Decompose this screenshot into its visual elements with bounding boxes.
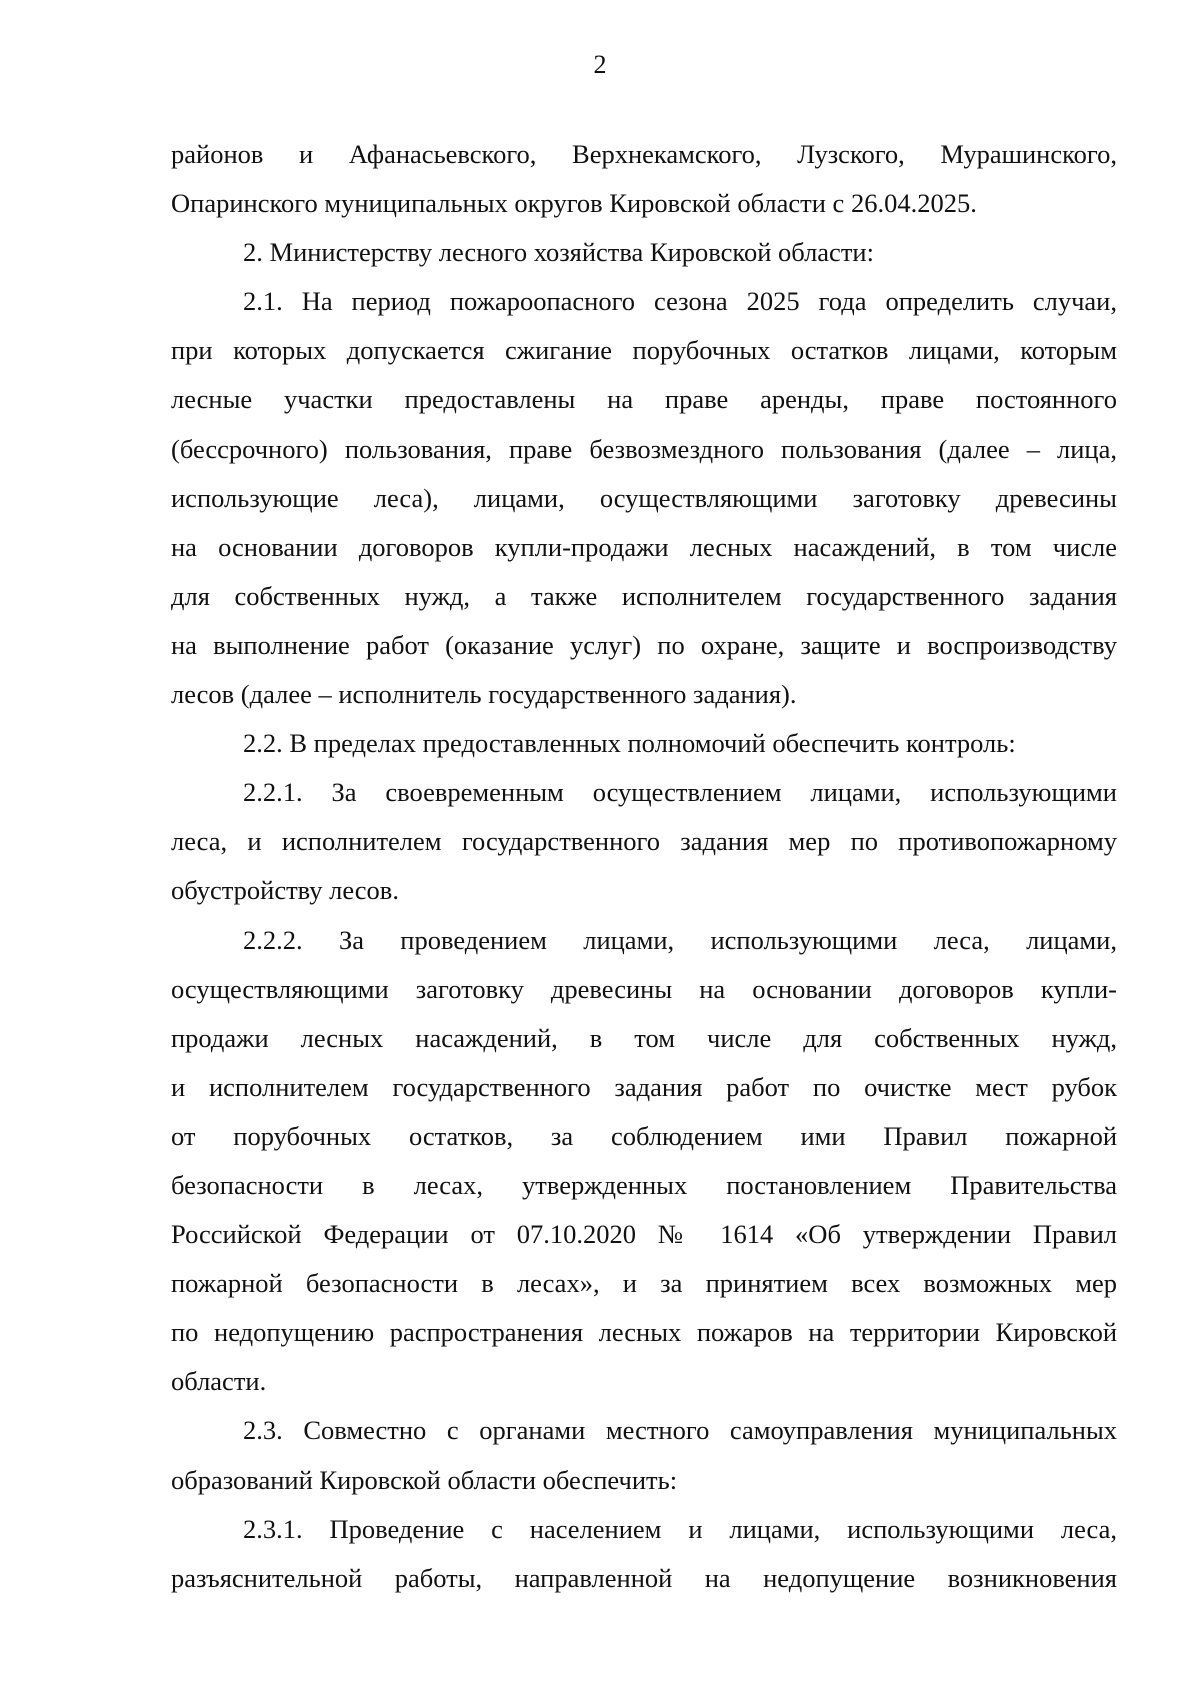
text-line: 2.2.2. За проведением лицами, использующими леса, лицами, [243, 924, 1117, 955]
text-line: 2.2.1. За своевременным осуществлением лицами, использующими [243, 777, 1117, 808]
text-line: лесные участки предоставлены на праве аренды, праве постоянного [171, 384, 1117, 415]
text-line: леса, и исполнителем государственного задания мер по противопожарному [171, 826, 1117, 857]
text-line: на основании договоров купли-продажи лесных насаждений, в том числе [171, 531, 1117, 562]
text-line: 2.3. Совместно с органами местного самоуправления муниципальных [243, 1415, 1117, 1446]
text-line: 2.3.1. Проведение с населением и лицами, использующими леса, [243, 1513, 1117, 1544]
text-line: от порубочных остатков, за соблюдением ими Правил пожарной [171, 1120, 1117, 1151]
text-line: для собственных нужд, а также исполнителем государственного задания [171, 580, 1117, 611]
text-line: разъяснительной работы, направленной на недопущение возникновения [171, 1562, 1117, 1593]
text-line: 2.1. На период пожароопасного сезона 2025 года определить случаи, [243, 286, 1117, 317]
text-line: пожарной безопасности в лесах», и за принятием всех возможных мер [171, 1268, 1117, 1299]
text-line: по недопущению распространения лесных пожаров на территории Кировской [171, 1317, 1117, 1348]
text-line: Российской Федерации от 07.10.2020 № 1614 «Об утверждении Правил [171, 1219, 1117, 1250]
text-line: продажи лесных насаждений, в том числе для собственных нужд, [171, 1022, 1117, 1053]
text-line: 2.2. В пределах предоставленных полномочий обеспечить контроль: [243, 728, 1016, 759]
text-line: использующие леса), лицами, осуществляющими заготовку древесины [171, 482, 1117, 513]
text-line: районов и Афанасьевского, Верхнекамского, Лузского, Мурашинского, [171, 139, 1117, 169]
page-number: 2 [593, 50, 607, 79]
text-line: и исполнителем государственного задания работ по очистке мест рубок [171, 1071, 1117, 1102]
document-body [171, 130, 1117, 1603]
text-line: безопасности в лесах, утвержденных постановлением Правительства [171, 1169, 1117, 1200]
text-line: на выполнение работ (оказание услуг) по охране, защите и воспроизводству [171, 629, 1117, 660]
text-line: осуществляющими заготовку древесины на основании договоров купли- [171, 973, 1117, 1004]
text-line: 2. Министерству лесного хозяйства Кировской области: [243, 237, 874, 268]
text-line: Опаринского муниципальных округов Кировской области с 26.04.2025. [171, 188, 977, 219]
text-line: образований Кировской области обеспечить: [171, 1464, 678, 1495]
text-line: обустройству лесов. [171, 875, 399, 906]
text-line: (бессрочного) пользования, праве безвозмездного пользования (далее – лица, [171, 433, 1117, 464]
text-line: при которых допускается сжигание порубочных остатков лицами, которым [171, 335, 1117, 366]
text-line: лесов (далее – исполнитель государственного задания). [171, 679, 797, 710]
text-line: области. [171, 1366, 267, 1397]
